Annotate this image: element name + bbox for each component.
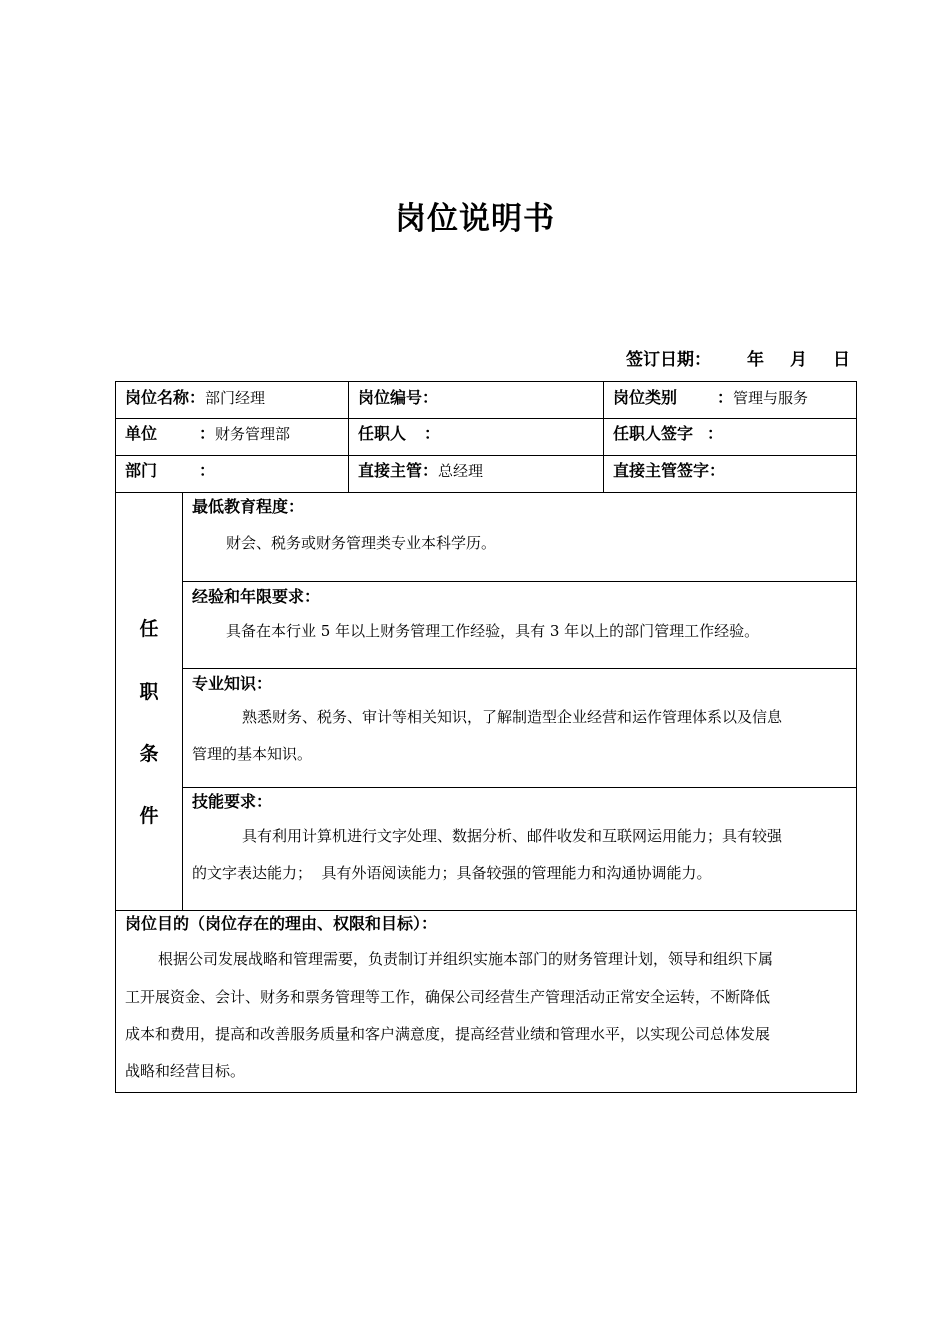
position-number-label: 岗位编号： xyxy=(358,388,439,407)
education-text: 财会、税务或财务管理类专业本科学历。 xyxy=(226,534,497,552)
row-divider xyxy=(115,455,857,456)
position-name-label: 岗位名称： xyxy=(125,388,206,407)
unit-value: 财务管理部 xyxy=(215,425,291,443)
position-category-cell xyxy=(613,388,808,408)
department-colon: ： xyxy=(199,461,216,480)
unit-label: 单位 xyxy=(125,424,158,443)
incumbent-signature-label: 任职人签字 xyxy=(613,424,694,443)
skills-text-line1: 具有利用计算机进行文字处理、数据分析、邮件收发和互联网运用能力；具有较强 xyxy=(242,827,783,845)
position-name-value: 部门经理 xyxy=(205,389,266,407)
col-divider xyxy=(182,492,183,910)
sign-date-day: 日 xyxy=(833,350,850,370)
section-divider xyxy=(115,910,857,911)
skills-title: 技能要求： xyxy=(192,792,273,811)
row-divider xyxy=(115,492,857,493)
col-divider xyxy=(603,381,604,492)
supervisor-signature-label: 直接主管签字： xyxy=(613,461,726,480)
purpose-text-line4: 战略和经营目标。 xyxy=(125,1062,246,1080)
supervisor-cell xyxy=(358,461,483,481)
supervisor-signature-cell xyxy=(613,461,725,481)
unit-cell xyxy=(125,424,290,444)
purpose-title: 岗位目的（岗位存在的理由、权限和目标）： xyxy=(125,914,438,933)
position-name-cell xyxy=(125,388,265,408)
sign-date-year: 年 xyxy=(747,350,764,370)
section-divider xyxy=(182,668,857,669)
department-cell xyxy=(125,461,215,481)
purpose-text-line1: 根据公司发展战略和管理需要，负责制订并组织实施本部门的财务管理计划，领导和组织下属 xyxy=(158,950,774,968)
section-divider xyxy=(182,581,857,582)
sign-date-label: 签订日期： xyxy=(626,350,711,370)
incumbent-signature-cell xyxy=(613,424,723,444)
document-title: 岗位说明书 xyxy=(395,201,555,237)
position-category-label: 岗位类别 xyxy=(613,388,678,407)
skills-text-line2: 的文字表达能力； 具有外语阅读能力；具备较强的管理能力和沟通协调能力。 xyxy=(192,864,712,882)
experience-text: 具备在本行业 5 年以上财务管理工作经验，具有 3 年以上的部门管理工作经验。 xyxy=(226,622,760,640)
position-number-cell xyxy=(358,388,438,408)
incumbent-signature-colon: ： xyxy=(707,424,724,443)
incumbent-colon: ： xyxy=(424,424,441,443)
knowledge-text-line1: 熟悉财务、税务、审计等相关知识，了解制造型企业经营和运作管理体系以及信息 xyxy=(242,708,783,726)
department-label: 部门 xyxy=(125,461,158,480)
sign-date xyxy=(626,345,850,375)
supervisor-label: 直接主管： xyxy=(358,461,439,480)
col-divider xyxy=(348,381,349,492)
experience-title: 经验和年限要求： xyxy=(192,587,321,606)
position-category-value: 管理与服务 xyxy=(733,389,809,407)
sign-date-month: 月 xyxy=(790,350,807,370)
education-title: 最低教育程度： xyxy=(192,497,305,516)
supervisor-value: 总经理 xyxy=(438,462,484,480)
incumbent-cell xyxy=(358,424,440,444)
unit-colon: ： xyxy=(199,424,216,443)
qualification-side-label-1: 任 xyxy=(139,618,159,640)
row-divider xyxy=(115,418,857,419)
position-category-colon: ： xyxy=(717,388,734,407)
purpose-text-line3: 成本和费用，提高和改善服务质量和客户满意度，提高经营业绩和管理水平，以实现公司总体发展 xyxy=(125,1025,771,1043)
qualification-side-label-3: 条 xyxy=(139,743,159,765)
knowledge-title: 专业知识： xyxy=(192,674,273,693)
qualification-side-label-4: 件 xyxy=(139,805,159,827)
knowledge-text-line2: 管理的基本知识。 xyxy=(192,745,313,763)
incumbent-label: 任职人 xyxy=(358,424,407,443)
purpose-text-line2: 工开展资金、会计、财务和票务管理等工作，确保公司经营生产管理活动正常安全运转，不断降低 xyxy=(125,988,771,1006)
section-divider xyxy=(182,787,857,788)
qualification-side-label-2: 职 xyxy=(139,681,159,703)
